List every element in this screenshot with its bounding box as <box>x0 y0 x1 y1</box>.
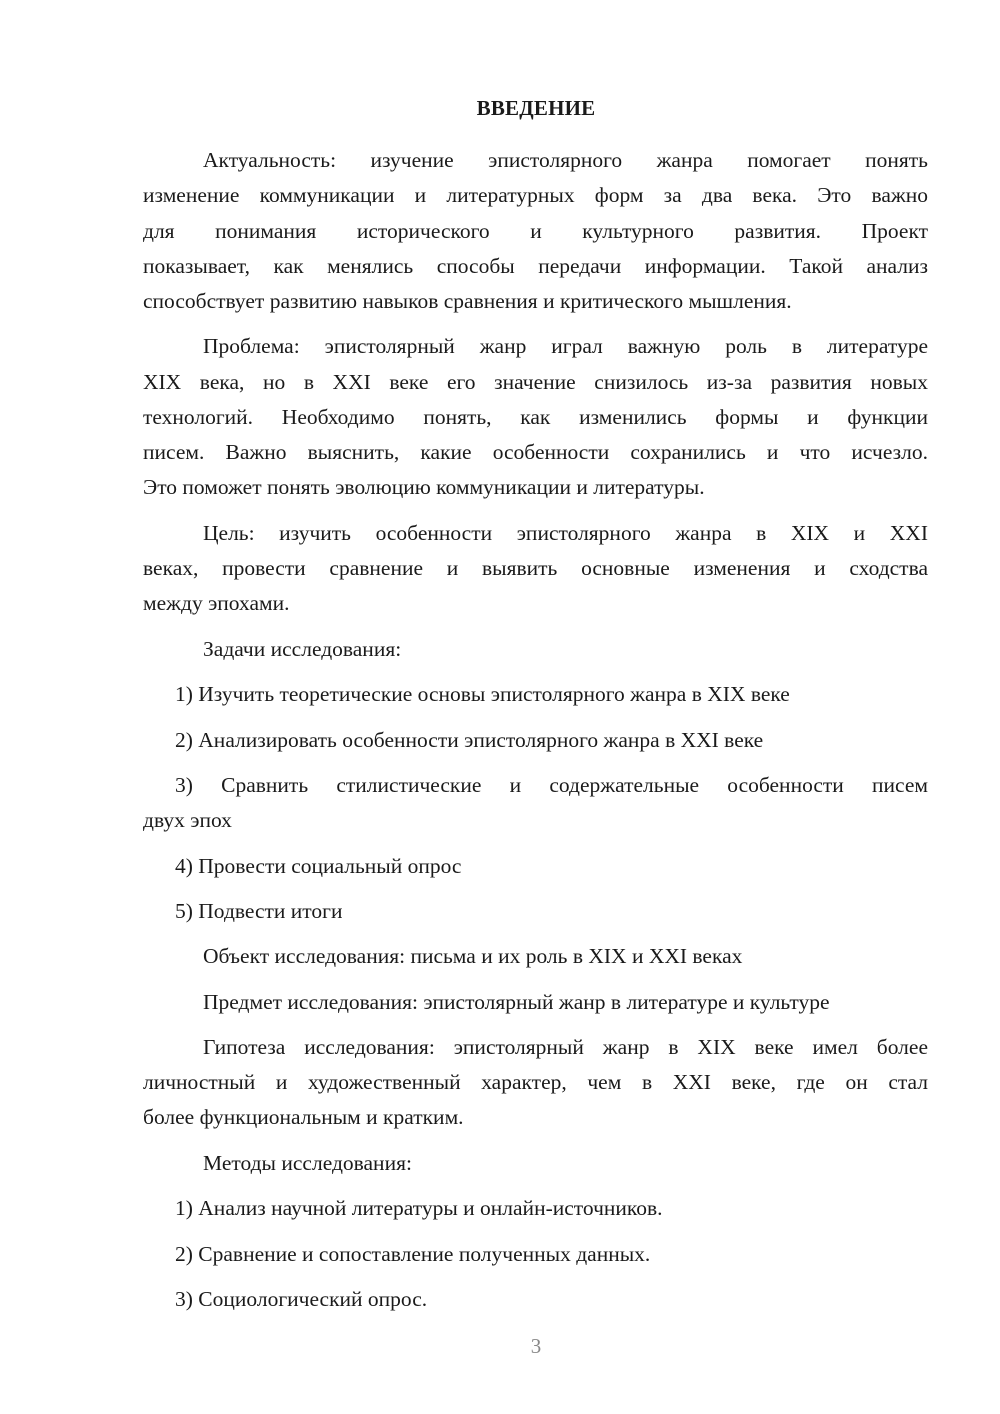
task-item: 5) Подвести итоги <box>175 899 343 923</box>
methods-heading: Методы исследования: <box>203 1151 412 1175</box>
task-item: 4) Провести социальный опрос <box>175 854 462 878</box>
relevance-line: для понимания исторического и культурного развития. Проект <box>143 219 928 243</box>
problem-line: Проблема: эпистолярный жанр играл важную роль в литературе <box>203 334 928 358</box>
relevance-line: способствует развитию навыков сравнения и критического мышления. <box>143 289 792 313</box>
method-item: 2) Сравнение и сопоставление полученных данных. <box>175 1242 651 1266</box>
goal-line: между эпохами. <box>143 591 290 615</box>
task-item: 1) Изучить теоретические основы эпистолярного жанра в XIX веке <box>175 682 790 706</box>
relevance-line: Актуальность: изучение эпистолярного жанра помогает понять <box>203 148 928 172</box>
hypothesis-line: Гипотеза исследования: эпистолярный жанр в XIX веке имел более <box>203 1035 928 1059</box>
page-number: 3 <box>530 1334 542 1358</box>
problem-line: технологий. Необходимо понять, как изменились формы и функции <box>143 405 928 429</box>
method-item: 1) Анализ научной литературы и онлайн-источников. <box>175 1196 663 1220</box>
task-item: 2) Анализировать особенности эпистолярного жанра в XXI веке <box>175 728 764 752</box>
hypothesis-line: личностный и художественный характер, чем в XXI веке, где он стал <box>143 1070 928 1094</box>
problem-line: писем. Важно выяснить, какие особенности сохранились и что исчезло. <box>143 440 928 464</box>
task-item-continuation: двух эпох <box>143 808 232 832</box>
method-item: 3) Социологический опрос. <box>175 1287 428 1311</box>
relevance-line: показывает, как менялись способы передачи информации. Такой анализ <box>143 254 928 278</box>
research-subject: Предмет исследования: эпистолярный жанр в литературе и культуре <box>203 990 830 1014</box>
goal-line: веках, провести сравнение и выявить основные изменения и сходства <box>143 556 928 580</box>
problem-line: XIX века, но в XXI веке его значение снизилось из-за развития новых <box>143 370 928 394</box>
tasks-heading: Задачи исследования: <box>203 637 402 661</box>
goal-line: Цель: изучить особенности эпистолярного жанра в XIX и XXI <box>203 521 928 545</box>
problem-line: Это поможет понять эволюцию коммуникации и литературы. <box>143 475 705 499</box>
task-item: 3) Сравнить стилистические и содержательные особенности писем <box>175 773 928 797</box>
hypothesis-line: более функциональным и кратким. <box>143 1105 464 1129</box>
research-object: Объект исследования: письма и их роль в XIX и XXI веках <box>203 944 743 968</box>
relevance-line: изменение коммуникации и литературных форм за два века. Это важно <box>143 183 928 207</box>
page-title: ВВЕДЕНИЕ <box>476 96 596 120</box>
